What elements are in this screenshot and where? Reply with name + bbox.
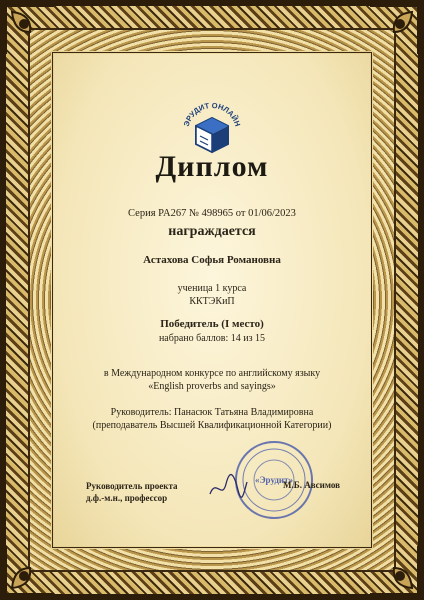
contest-name: «English proverbs and sayings»: [148, 381, 276, 392]
contest-description: в Международном конкурсе по английскому языку: [103, 368, 321, 379]
project-lead-block: [86, 480, 178, 504]
place-result: Победитель (I место): [160, 318, 264, 330]
corner-ornament: [2, 2, 58, 58]
signer-name: М.Б. Авсимов: [283, 480, 340, 490]
score-line: набрано баллов: 14 из 15: [158, 333, 266, 344]
project-lead-degree: д.ф.-м.н., профессор: [86, 493, 168, 503]
mentor-name: Руководитель: Панасюк Татьяна Владимировна: [110, 407, 314, 418]
corner-ornament: [366, 2, 422, 58]
diploma-title: Диплом: [155, 150, 269, 183]
corner-ornament: [366, 542, 422, 598]
corner-ornament: [2, 542, 58, 598]
recipient-name: Астахова Софья Романовна: [143, 254, 281, 266]
project-lead-title: Руководитель проекта: [86, 481, 178, 491]
awarded-heading: награждается: [168, 224, 256, 239]
series-number: Серия PA267 № 498965 от 01/06/2023: [128, 208, 296, 219]
mentor-title: (преподаватель Высшей Квалификационной Категории): [92, 420, 332, 431]
book-cube-logo-icon: [180, 98, 244, 156]
signature-icon: [208, 470, 248, 500]
student-course: ученица 1 курса: [177, 283, 247, 294]
institution: ККТЭКиП: [189, 296, 235, 307]
svg-text:«Эрудит»: «Эрудит»: [254, 475, 294, 485]
svg-text:ЭРУДИТ ОНЛАЙН: ЭРУДИТ ОНЛАЙН: [181, 100, 243, 128]
